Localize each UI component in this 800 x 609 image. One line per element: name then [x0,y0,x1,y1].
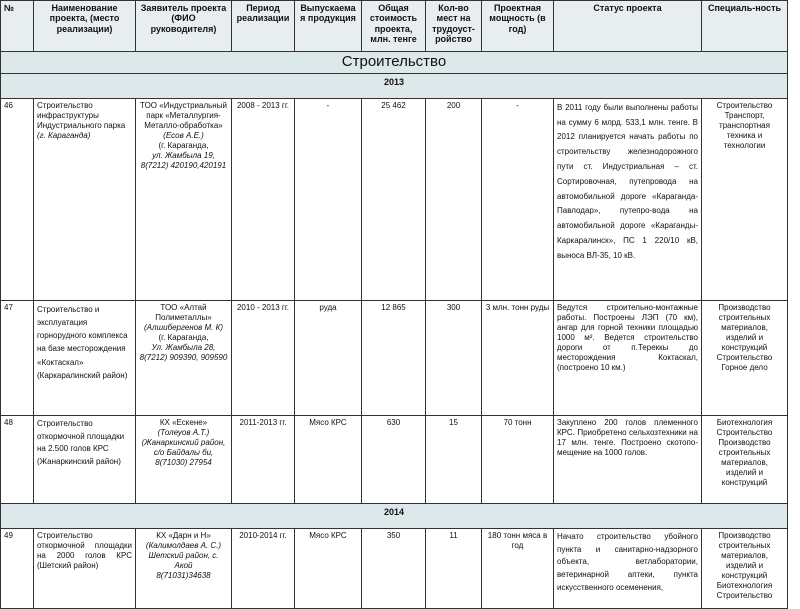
row-name-place: (г. Караганда) [37,130,91,140]
year-row [1,503,788,528]
row-capacity: 70 тонн [482,415,554,503]
row-applicant [136,98,232,300]
row-capacity: 180 тонн мяса в год [482,528,554,608]
header-name: Наименование проекта, (место реализации) [34,1,136,52]
row-applicant-addr2: Ул. Жамбыла 28, 8(7212) 909390, 909590 [139,342,228,362]
row-period: 2010 - 2013 гг. [232,300,295,415]
row-status: Ведутся строительно-монтажные работы. Построены ЛЭП (70 км), ангар для горной техники площадью 1000 м². Ведется строительство дороги от п.Тереккы до месторождения Коктаскал, (построено 10 км.) [554,300,702,415]
row-jobs: 200 [426,98,482,300]
row-applicant-addr: (Жанаркинский район, с/о Байдалы би, 8(71030) 27954 [141,437,226,467]
row-name [34,98,136,300]
row-jobs: 15 [426,415,482,503]
row-applicant-head: (Есов А.Е.) [163,130,204,140]
row-name: Строительство откормочной площадки на 2.500 голов КРС (Жанаркинский район) [34,415,136,503]
row-cost: 12 865 [362,300,426,415]
row-applicant-org: КХ «Ескене» [159,417,208,427]
row-product: руда [295,300,362,415]
row-num: 49 [1,528,34,608]
year-row [1,73,788,98]
header-product: Выпускаемая продукция [295,1,362,52]
row-jobs: 300 [426,300,482,415]
row-applicant-head: (Калимолдаев А. С.) [145,540,222,550]
table-row [1,98,788,300]
table-row [1,300,788,415]
row-cost: 350 [362,528,426,608]
row-special: Производство строительных материалов, изделий и конструкций Строительство Горное дело [702,300,788,415]
header-cost: Общая стоимость проекта, млн. тенге [362,1,426,52]
header-period: Период реализации [232,1,295,52]
row-name: Строительство откормочной площадки на 2000 голов КРС (Шетский район) [34,528,136,608]
row-cost: 630 [362,415,426,503]
row-product: Мясо КРС [295,528,362,608]
row-period: 2010-2014 гг. [232,528,295,608]
row-period: 2011-2013 гг. [232,415,295,503]
row-num: 48 [1,415,34,503]
row-num: 47 [1,300,34,415]
row-applicant-head: (Толеуов А.Т.) [157,427,210,437]
row-name-text: Строительство инфраструктуры Индустриального парка [37,100,126,130]
section-title: Строительство [1,52,788,74]
header-num: № [1,1,34,52]
row-applicant-addr: Шетский район, с. Акой [148,550,219,570]
row-applicant-addr2: ул. Жамбыла 19, 8(7212) 420190,420191 [140,150,227,170]
row-applicant-addr: (г. Караганда, [158,332,209,342]
row-applicant-org: КХ «Дарн и Н» [156,530,211,540]
section-row [1,52,788,74]
row-applicant [136,300,232,415]
header-capacity: Проектная мощность (в год) [482,1,554,52]
row-name: Строительство и эксплуатация горнорудного комплекса на базе месторождения «Коктаскал» (Каркаралинский район) [34,300,136,415]
row-applicant [136,528,232,608]
header-status: Статус проекта [554,1,702,52]
row-applicant-org: ТОО «Индустриальный парк «Металлургия-Металло-обработка» [140,100,227,130]
row-applicant-head: (Алшибергенов М. К) [143,322,224,332]
year-label: 2013 [1,73,788,98]
year-label: 2014 [1,503,788,528]
table-header-row [1,1,788,52]
row-product: - [295,98,362,300]
row-applicant-addr: (г. Караганда, [158,140,209,150]
row-product: Мясо КРС [295,415,362,503]
row-special: Биотехнология Строительство Производство строительных материалов, изделий и конструкций [702,415,788,503]
row-capacity: 3 млн. тонн руды [482,300,554,415]
header-applicant: Заявитель проекта (ФИО руководителя) [136,1,232,52]
row-jobs: 11 [426,528,482,608]
row-applicant [136,415,232,503]
row-cost: 25 462 [362,98,426,300]
row-special: Производство строительных материалов, изделий и конструкций Биотехнология Строительство [702,528,788,608]
row-applicant-addr2: 8(71031)34638 [156,570,211,580]
header-jobs: Кол-во мест на трудоуст-ройство [426,1,482,52]
row-special: Строительство Транспорт, транспортная техника и технологии [702,98,788,300]
row-status: Начато строительство убойного пункта и санитарно-надзорного объекта, ветлаборатории, ветеринарной аптеки, пункта искусственного осеменения, [554,528,702,608]
row-period: 2008 - 2013 гг. [232,98,295,300]
table-row [1,528,788,608]
table-row [1,415,788,503]
header-special: Специаль-ность [702,1,788,52]
row-status: В 2011 году были выполнены работы на сумму 6 млрд. 533,1 млн. тенге. В 2012 планируется начать работы по строительству железнодорожного пути ст. Индустриальная – ст. Сортировочная, путепровода на автомобильной дороге «Караганда-Павлодар», путепро-вода на автомобильной дороге «Караганды-Каркаралинск», ПС 1 220/10 кВ, выноса ВЛ-35, 10 кВ. [554,98,702,300]
row-applicant-org: ТОО «Алтай Полиметаллы» [155,302,212,322]
row-status: Закуплено 200 голов племенного КРС. Приобретено сельхозтехники на 17 млн. тенге. Построено скотопо-мещение на 1000 голов. [554,415,702,503]
row-num: 46 [1,98,34,300]
row-capacity: - [482,98,554,300]
